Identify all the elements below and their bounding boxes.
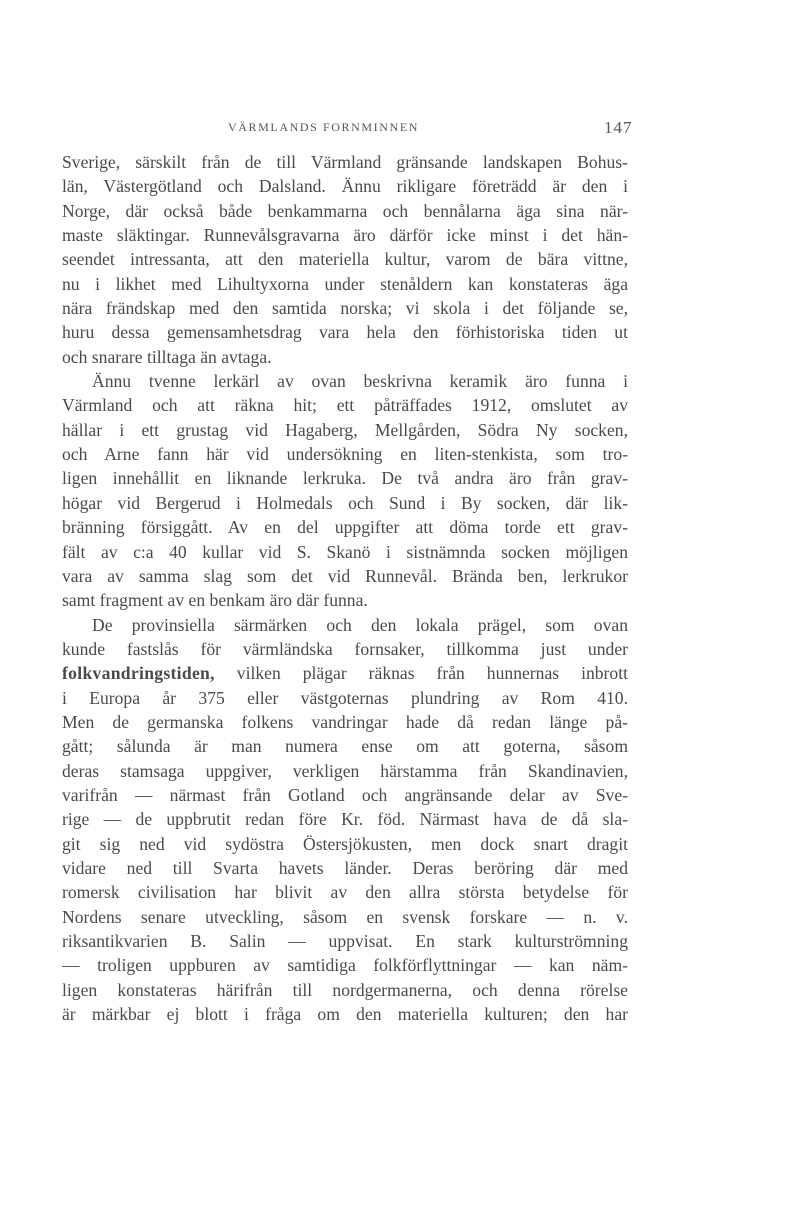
text-line: ligen konstateras härifrån till nordgermanerna, och denna rörelse <box>62 979 628 1000</box>
text-line-paragraph-start: Ännu tvenne lerkärl av ovan beskrivna keramik äro funna i <box>92 371 628 392</box>
text-line: vidare ned till Svarta havets länder. Deras beröring där med <box>62 857 628 878</box>
text-line: Men de germanska folkens vandringar hade då redan länge på- <box>62 711 628 732</box>
text-line: varifrån — närmast från Gotland och angränsande delar av Sve- <box>62 784 628 805</box>
text-line: huru dessa gemensamhetsdrag vara hela den förhistoriska tiden ut <box>62 322 628 343</box>
text-line: nära frändskap med den samtida norska; vi skola i det följande se, <box>62 298 628 319</box>
text-line: Norge, där också både benkammarna och bennålarna äga sina när- <box>62 200 628 221</box>
text-line: län, Västergötland och Dalsland. Ännu rikligare företrädd är den i <box>62 176 628 197</box>
text-line: och Arne fann här vid undersökning en liten-stenkista, som tro- <box>62 444 628 465</box>
text-line: i Europa år 375 eller västgoternas plundring av Rom 410. <box>62 687 628 708</box>
text-line-paragraph-end: samt fragment av en benkam äro där funna. <box>62 590 368 611</box>
text-line: bränning försiggått. Av en del uppgifter att döma torde ett grav- <box>62 517 628 538</box>
text-line: romersk civilisation har blivit av den allra största betydelse för <box>62 882 628 903</box>
text-line: deras stamsaga uppgiver, verkligen härstamma från Skandinavien, <box>62 760 628 781</box>
text-line-paragraph-end: och snarare tilltaga än avtaga. <box>62 346 272 367</box>
running-head <box>0 120 794 140</box>
text-line: git sig ned vid sydöstra Östersjökusten, men dock snart dragit <box>62 833 628 854</box>
text-line: är märkbar ej blott i fråga om den materiella kulturen; den har <box>62 1004 628 1025</box>
text-line: seendet intressanta, att den materiella kultur, varom de bära vittne, <box>62 249 628 270</box>
text-line: hällar i ett grustag vid Hagaberg, Mellgården, Södra Ny socken, <box>62 419 628 440</box>
text-line: högar vid Bergerud i Holmedals och Sund i By socken, där lik- <box>62 492 628 513</box>
text-line: Värmland och att räkna hit; ett påträffades 1912, omslutet av <box>62 395 628 416</box>
text-line: kunde fastslås för värmländska fornsaker, tillkomma just under <box>62 638 628 659</box>
running-title: VÄRMLANDS FORNMINNEN <box>228 120 420 134</box>
text-line: vara av samma slag som det vid Runnevål. Brända ben, lerkrukor <box>62 565 628 586</box>
text-line: nu i likhet med Lihultyxorna under stenåldern kan konstateras äga <box>62 273 628 294</box>
text-line: Nordens senare utveckling, såsom en svensk forskare — n. v. <box>62 906 628 927</box>
text-line-rest: vilken plägar räknas från hunnernas inbrott <box>214 663 628 684</box>
text-line: Sverige, särskilt från de till Värmland gränsande landskapen Bohus- <box>62 152 628 172</box>
body-text <box>62 150 628 1026</box>
text-line: gått; sålunda är man numera ense om att goterna, såsom <box>62 736 628 757</box>
page-number: 147 <box>604 118 633 137</box>
text-line: ligen innehållit en liknande lerkruka. De två andra äro från grav- <box>62 468 628 489</box>
text-line: maste släktingar. Runnevålsgravarna äro därför icke minst i det hän- <box>62 225 628 246</box>
text-line: — troligen uppburen av samtidiga folkförflyttningar — kan näm- <box>62 955 628 976</box>
text-line-with-emphasis <box>62 661 628 685</box>
text-line: riksantikvarien B. Salin — uppvisat. En stark kulturströmning <box>62 931 628 951</box>
text-line: rige — de uppbrutit redan före Kr. föd. Närmast hava de då sla- <box>62 809 628 830</box>
text-line-paragraph-start: De provinsiella särmärken och den lokala prägel, som ovan <box>92 614 628 635</box>
text-line: fält av c:a 40 kullar vid S. Skanö i sistnämnda socken möjligen <box>62 541 628 562</box>
emphasized-term: folkvandringstiden, <box>62 663 215 684</box>
